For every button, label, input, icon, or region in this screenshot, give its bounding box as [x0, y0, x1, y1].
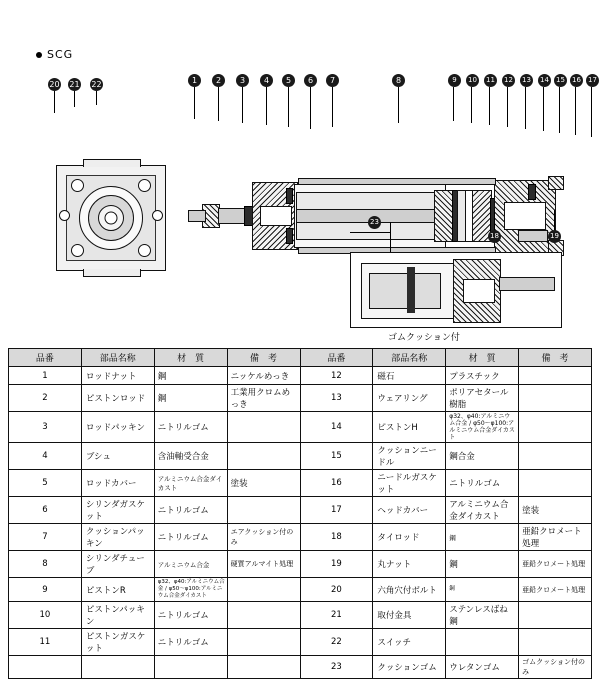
cell-no: 14: [300, 412, 373, 443]
cell-material: 鋼合金: [446, 443, 519, 470]
callout-16: 16: [570, 74, 583, 87]
part-head-bore: [504, 202, 546, 230]
bullet-dot: [36, 52, 42, 58]
cell-material: プラスチック: [446, 367, 519, 385]
cell-material: アルミニウム合金ダイカスト: [446, 497, 519, 524]
cell-material: ニトリルゴム: [154, 412, 227, 443]
cell-remarks: [227, 497, 300, 524]
cell-no: 19: [300, 551, 373, 578]
detail-cushion-rubber: [407, 267, 415, 313]
callout-10: 10: [466, 74, 479, 87]
cell-name: 六角穴付ボルト: [373, 578, 446, 602]
cell-remarks: ニッケルめっき: [227, 367, 300, 385]
cell-no: 21: [300, 602, 373, 629]
cell-material: ニトリルゴム: [446, 470, 519, 497]
th-left-material: 材 質: [154, 349, 227, 367]
cell-material: ポリアセタール樹脂: [446, 385, 519, 412]
callout-5: 5: [282, 74, 295, 87]
cell-material: [446, 629, 519, 656]
series-label-text: SCG: [47, 48, 74, 61]
cell-remarks: [519, 367, 592, 385]
cell-name: タイロッド: [373, 524, 446, 551]
cell-name: シリンダガスケット: [81, 497, 154, 524]
th-right-no: 品番: [300, 349, 373, 367]
cell-remarks: [519, 443, 592, 470]
cell-name: 磁石: [373, 367, 446, 385]
face-tab-bottom: [83, 269, 141, 277]
part-cushion-needle: [518, 230, 548, 242]
cell-no: 22: [300, 629, 373, 656]
cell-material: ウレタンゴム: [446, 656, 519, 679]
cell-no: 4: [9, 443, 82, 470]
face-side-hole: [59, 210, 70, 221]
cell-remarks: [519, 602, 592, 629]
part-tie-rod-top: [298, 178, 496, 185]
cell-no: 15: [300, 443, 373, 470]
cell-remarks: [227, 412, 300, 443]
face-bolt-hole: [138, 179, 151, 192]
cell-name: クッションゴム: [373, 656, 446, 679]
cell-name: ニードルガスケット: [373, 470, 446, 497]
callout-18: 18: [488, 230, 501, 243]
callout-22: 22: [91, 80, 102, 89]
cell-material: [154, 656, 227, 679]
callout-7: 7: [326, 74, 339, 87]
detail-caption: ゴムクッション付: [388, 333, 460, 343]
cell-no: 17: [300, 497, 373, 524]
cell-no: 11: [9, 629, 82, 656]
cell-material: ニトリルゴム: [154, 629, 227, 656]
cell-remarks: 亜鉛クロメート処理: [519, 551, 592, 578]
callout-17: 17: [586, 74, 599, 87]
callout-4: 4: [260, 74, 273, 87]
cell-material: φ32、φ40:アルミニウム合金 / φ50～φ100:アルミニウム合金ダイカスト: [446, 412, 519, 443]
cell-name: ピストンH: [373, 412, 446, 443]
detail-view: [350, 252, 562, 328]
cell-name: ピストンロッド: [81, 385, 154, 412]
th-right-name: 部品名称: [373, 349, 446, 367]
cell-name: クッションパッキン: [81, 524, 154, 551]
cell-material: 鋼: [154, 367, 227, 385]
cell-material: ニトリルゴム: [154, 602, 227, 629]
part-cylinder-gasket: [286, 228, 293, 244]
th-right-remarks: 備 考: [519, 349, 592, 367]
th-left-no: 品番: [9, 349, 82, 367]
part-bush: [260, 206, 292, 226]
th-left-remarks: 備 考: [227, 349, 300, 367]
cell-name: [81, 656, 154, 679]
cell-no: 5: [9, 470, 82, 497]
table-row: [9, 385, 592, 412]
table-row: [9, 656, 592, 679]
cell-material: 鋼: [446, 551, 519, 578]
cell-no: 8: [9, 551, 82, 578]
cell-material: 含油軸受合金: [154, 443, 227, 470]
cell-material: アルミニウム合金: [154, 551, 227, 578]
cell-material: アルミニウム合金ダイカスト: [154, 470, 227, 497]
callout-20: 20: [49, 80, 60, 89]
cell-remarks: 硬質アルマイト処理: [227, 551, 300, 578]
callout-3: 3: [236, 74, 249, 87]
cell-material: φ32、φ40:アルミニウム合金 / φ50～φ100:アルミニウム合金ダイカスト: [154, 578, 227, 602]
cell-remarks: 亜鉛クロメート処理: [519, 578, 592, 602]
face-bolt-hole: [71, 179, 84, 192]
cell-name: ロッドカバー: [81, 470, 154, 497]
part-needle-gasket: [528, 184, 536, 200]
callout-9: 9: [448, 74, 461, 87]
part-piston-r: [434, 190, 454, 242]
cell-name: ピストンパッキン: [81, 602, 154, 629]
table-row: [9, 497, 592, 524]
callout-12: 12: [502, 74, 515, 87]
th-left-name: 部品名称: [81, 349, 154, 367]
detail-rod: [499, 277, 555, 291]
cell-name: 丸ナット: [373, 551, 446, 578]
cell-name: シリンダチューブ: [81, 551, 154, 578]
cell-no: 6: [9, 497, 82, 524]
table-row: [9, 602, 592, 629]
cell-remarks: 塗装: [519, 497, 592, 524]
callout-1: 1: [188, 74, 201, 87]
leader-22: [96, 91, 97, 105]
cell-no: 9: [9, 578, 82, 602]
part-piston-rod-tip: [188, 210, 206, 222]
face-bolt-hole: [138, 244, 151, 257]
table-row: [9, 524, 592, 551]
callout-13: 13: [520, 74, 533, 87]
table-header-row: [9, 349, 592, 367]
cell-no: 20: [300, 578, 373, 602]
callout-23: 23: [368, 216, 381, 229]
face-tab-top: [83, 159, 141, 167]
cell-name: ピストンガスケット: [81, 629, 154, 656]
leader-20: [54, 91, 55, 113]
detail-head-bore: [463, 279, 495, 303]
cell-no: 3: [9, 412, 82, 443]
detail-bore: [369, 273, 441, 309]
cell-material: ニトリルゴム: [154, 524, 227, 551]
cell-name: ロッドナット: [81, 367, 154, 385]
cell-no: 13: [300, 385, 373, 412]
th-right-material: 材 質: [446, 349, 519, 367]
cell-no: 7: [9, 524, 82, 551]
cell-no: [9, 656, 82, 679]
face-circle-bore: [105, 212, 118, 225]
cell-no: 12: [300, 367, 373, 385]
part-round-nut: [548, 176, 564, 190]
cell-remarks: [227, 443, 300, 470]
cell-remarks: [519, 385, 592, 412]
callout-21: 21: [69, 80, 80, 89]
callout-6: 6: [304, 74, 317, 87]
cell-no: 1: [9, 367, 82, 385]
cell-name: ブシュ: [81, 443, 154, 470]
cell-name: ピストンR: [81, 578, 154, 602]
face-side-hole: [152, 210, 163, 221]
cell-remarks: 塗装: [227, 470, 300, 497]
face-bolt-hole: [71, 244, 84, 257]
cell-material: ニトリルゴム: [154, 497, 227, 524]
cell-name: ロッドパッキン: [81, 412, 154, 443]
leader-21: [74, 91, 75, 107]
callout-15: 15: [554, 74, 567, 87]
cell-remarks: ゴムクッション付のみ: [519, 656, 592, 679]
cell-no: 18: [300, 524, 373, 551]
cell-remarks: [227, 656, 300, 679]
cell-name: クッションニードル: [373, 443, 446, 470]
end-face-view: [56, 165, 166, 271]
table-row: [9, 578, 592, 602]
cell-name: ウェアリング: [373, 385, 446, 412]
cell-remarks: エアクッション付のみ: [227, 524, 300, 551]
cell-remarks: 工業用クロムめっき: [227, 385, 300, 412]
cell-material: 鋼: [446, 578, 519, 602]
cell-no: 10: [9, 602, 82, 629]
cell-remarks: [227, 629, 300, 656]
cell-remarks: [227, 602, 300, 629]
cell-remarks: [519, 470, 592, 497]
table-row: [9, 551, 592, 578]
cell-material: 鋼: [154, 385, 227, 412]
cell-remarks: [227, 578, 300, 602]
cylinder-section: [188, 178, 578, 263]
parts-table: [8, 348, 592, 679]
table-row: [9, 367, 592, 385]
cell-remarks: [519, 629, 592, 656]
callout-8: 8: [392, 74, 405, 87]
cell-remarks: [519, 412, 592, 443]
cell-no: 2: [9, 385, 82, 412]
cell-name: ヘッドカバー: [373, 497, 446, 524]
table-row: [9, 412, 592, 443]
cell-no: 23: [300, 656, 373, 679]
table-row: [9, 470, 592, 497]
callout-11: 11: [484, 74, 497, 87]
table-row: [9, 629, 592, 656]
callout-14: 14: [538, 74, 551, 87]
callout-2: 2: [212, 74, 225, 87]
part-cushion-packing: [286, 188, 293, 204]
cell-name: 取付金具: [373, 602, 446, 629]
cell-name: スイッチ: [373, 629, 446, 656]
table-row: [9, 443, 592, 470]
callout-19: 19: [548, 230, 561, 243]
cell-remarks: 亜鉛クロメート処理: [519, 524, 592, 551]
cell-material: ステンレスばね鋼: [446, 602, 519, 629]
cell-no: 16: [300, 470, 373, 497]
cell-material: 鋼: [446, 524, 519, 551]
